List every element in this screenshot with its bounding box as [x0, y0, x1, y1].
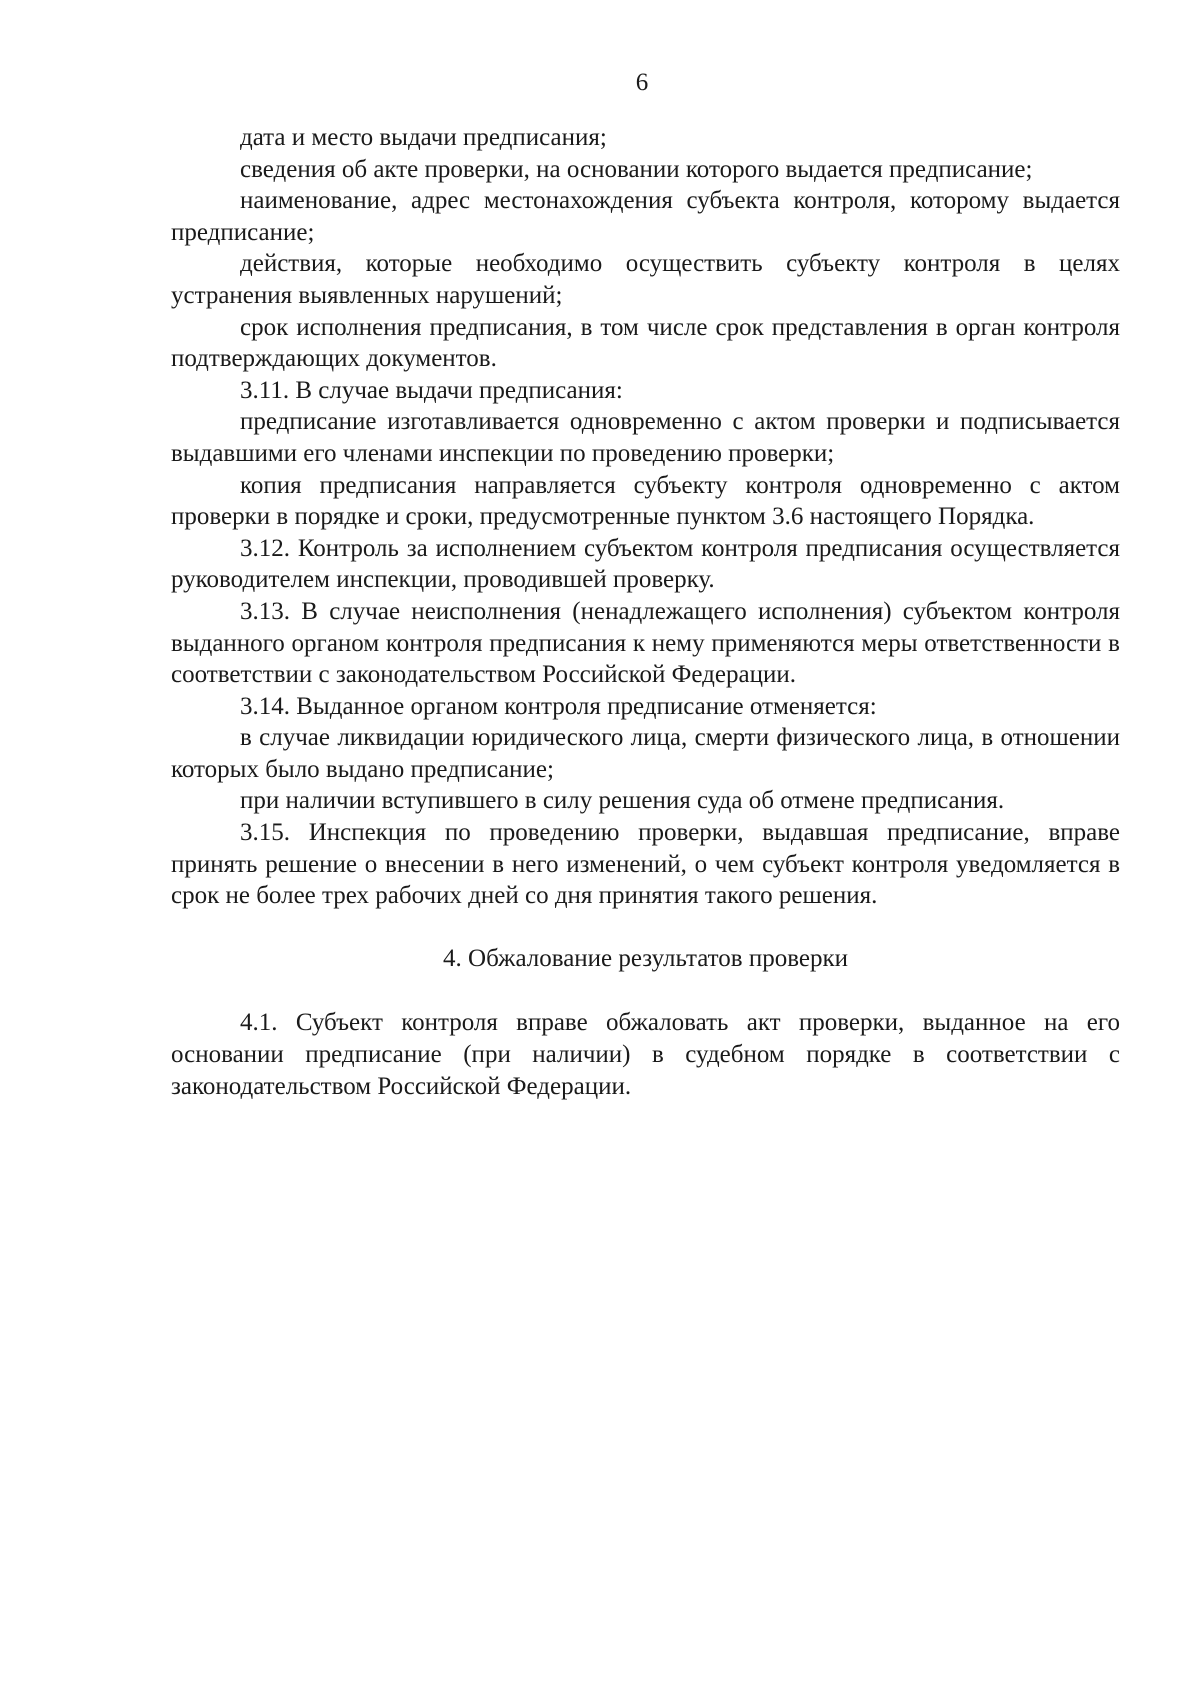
- page-number: 6: [635, 69, 649, 96]
- paragraph-4-1: 4.1. Субъект контроля вправе обжаловать акт проверки, выданное на его основании предписание (при наличии) в судебном порядке в соответствии с законодательством Российской Федерации.: [171, 1009, 1120, 1100]
- paragraph-prescription-made: предписание изготавливается одновременно с актом проверки и подписывается выдавшими его членами инспекции по проведению проверки;: [171, 408, 1120, 467]
- paragraph-inspection-act-info: сведения об акте проверки, на основании которого выдается предписание;: [240, 155, 1033, 183]
- paragraph-3-14: 3.14. Выданное органом контроля предписание отменяется:: [240, 692, 877, 720]
- paragraph-required-actions: действия, которые необходимо осуществить субъекту контроля в целях устранения выявленных нарушений;: [171, 250, 1120, 309]
- paragraph-3-11: 3.11. В случае выдачи предписания:: [240, 376, 623, 404]
- document-body: [171, 122, 1120, 1102]
- section-heading: 4. Обжалование результатов проверки: [443, 944, 848, 972]
- paragraph-subject-name-address: наименование, адрес местонахождения субъекта контроля, которому выдается предписание;: [171, 187, 1120, 246]
- paragraph-execution-deadline: срок исполнения предписания, в том числе срок представления в орган контроля подтверждающих документов.: [171, 313, 1120, 373]
- paragraph-issue-date-place: дата и место выдачи предписания;: [240, 124, 607, 151]
- paragraph-prescription-copy: копия предписания направляется субъекту контроля одновременно с актом проверки в порядке и сроки, предусмотренные пунктом 3.6 настоящего Порядка.: [171, 471, 1120, 531]
- paragraph-liquidation-case: в случае ликвидации юридического лица, смерти физического лица, в отношении которых было выдано предписание;: [171, 724, 1120, 783]
- paragraph-3-13: 3.13. В случае неисполнения (ненадлежащего исполнения) субъектом контроля выданного органом контроля предписания к нему применяются меры ответственности в соответствии с законодательством Российской Федерации.: [171, 597, 1120, 689]
- paragraph-3-12: 3.12. Контроль за исполнением субъектом контроля предписания осуществляется руководителем инспекции, проводившей проверку.: [171, 534, 1120, 594]
- paragraph-court-decision-case: при наличии вступившего в силу решения суда об отмене предписания.: [240, 787, 1005, 815]
- paragraph-3-15: 3.15. Инспекция по проведению проверки, выдавшая предписание, вправе принять решение о внесении в него изменений, о чем субъект контроля уведомляется в срок не более трех рабочих дней со дня принятия такого решения.: [171, 819, 1120, 910]
